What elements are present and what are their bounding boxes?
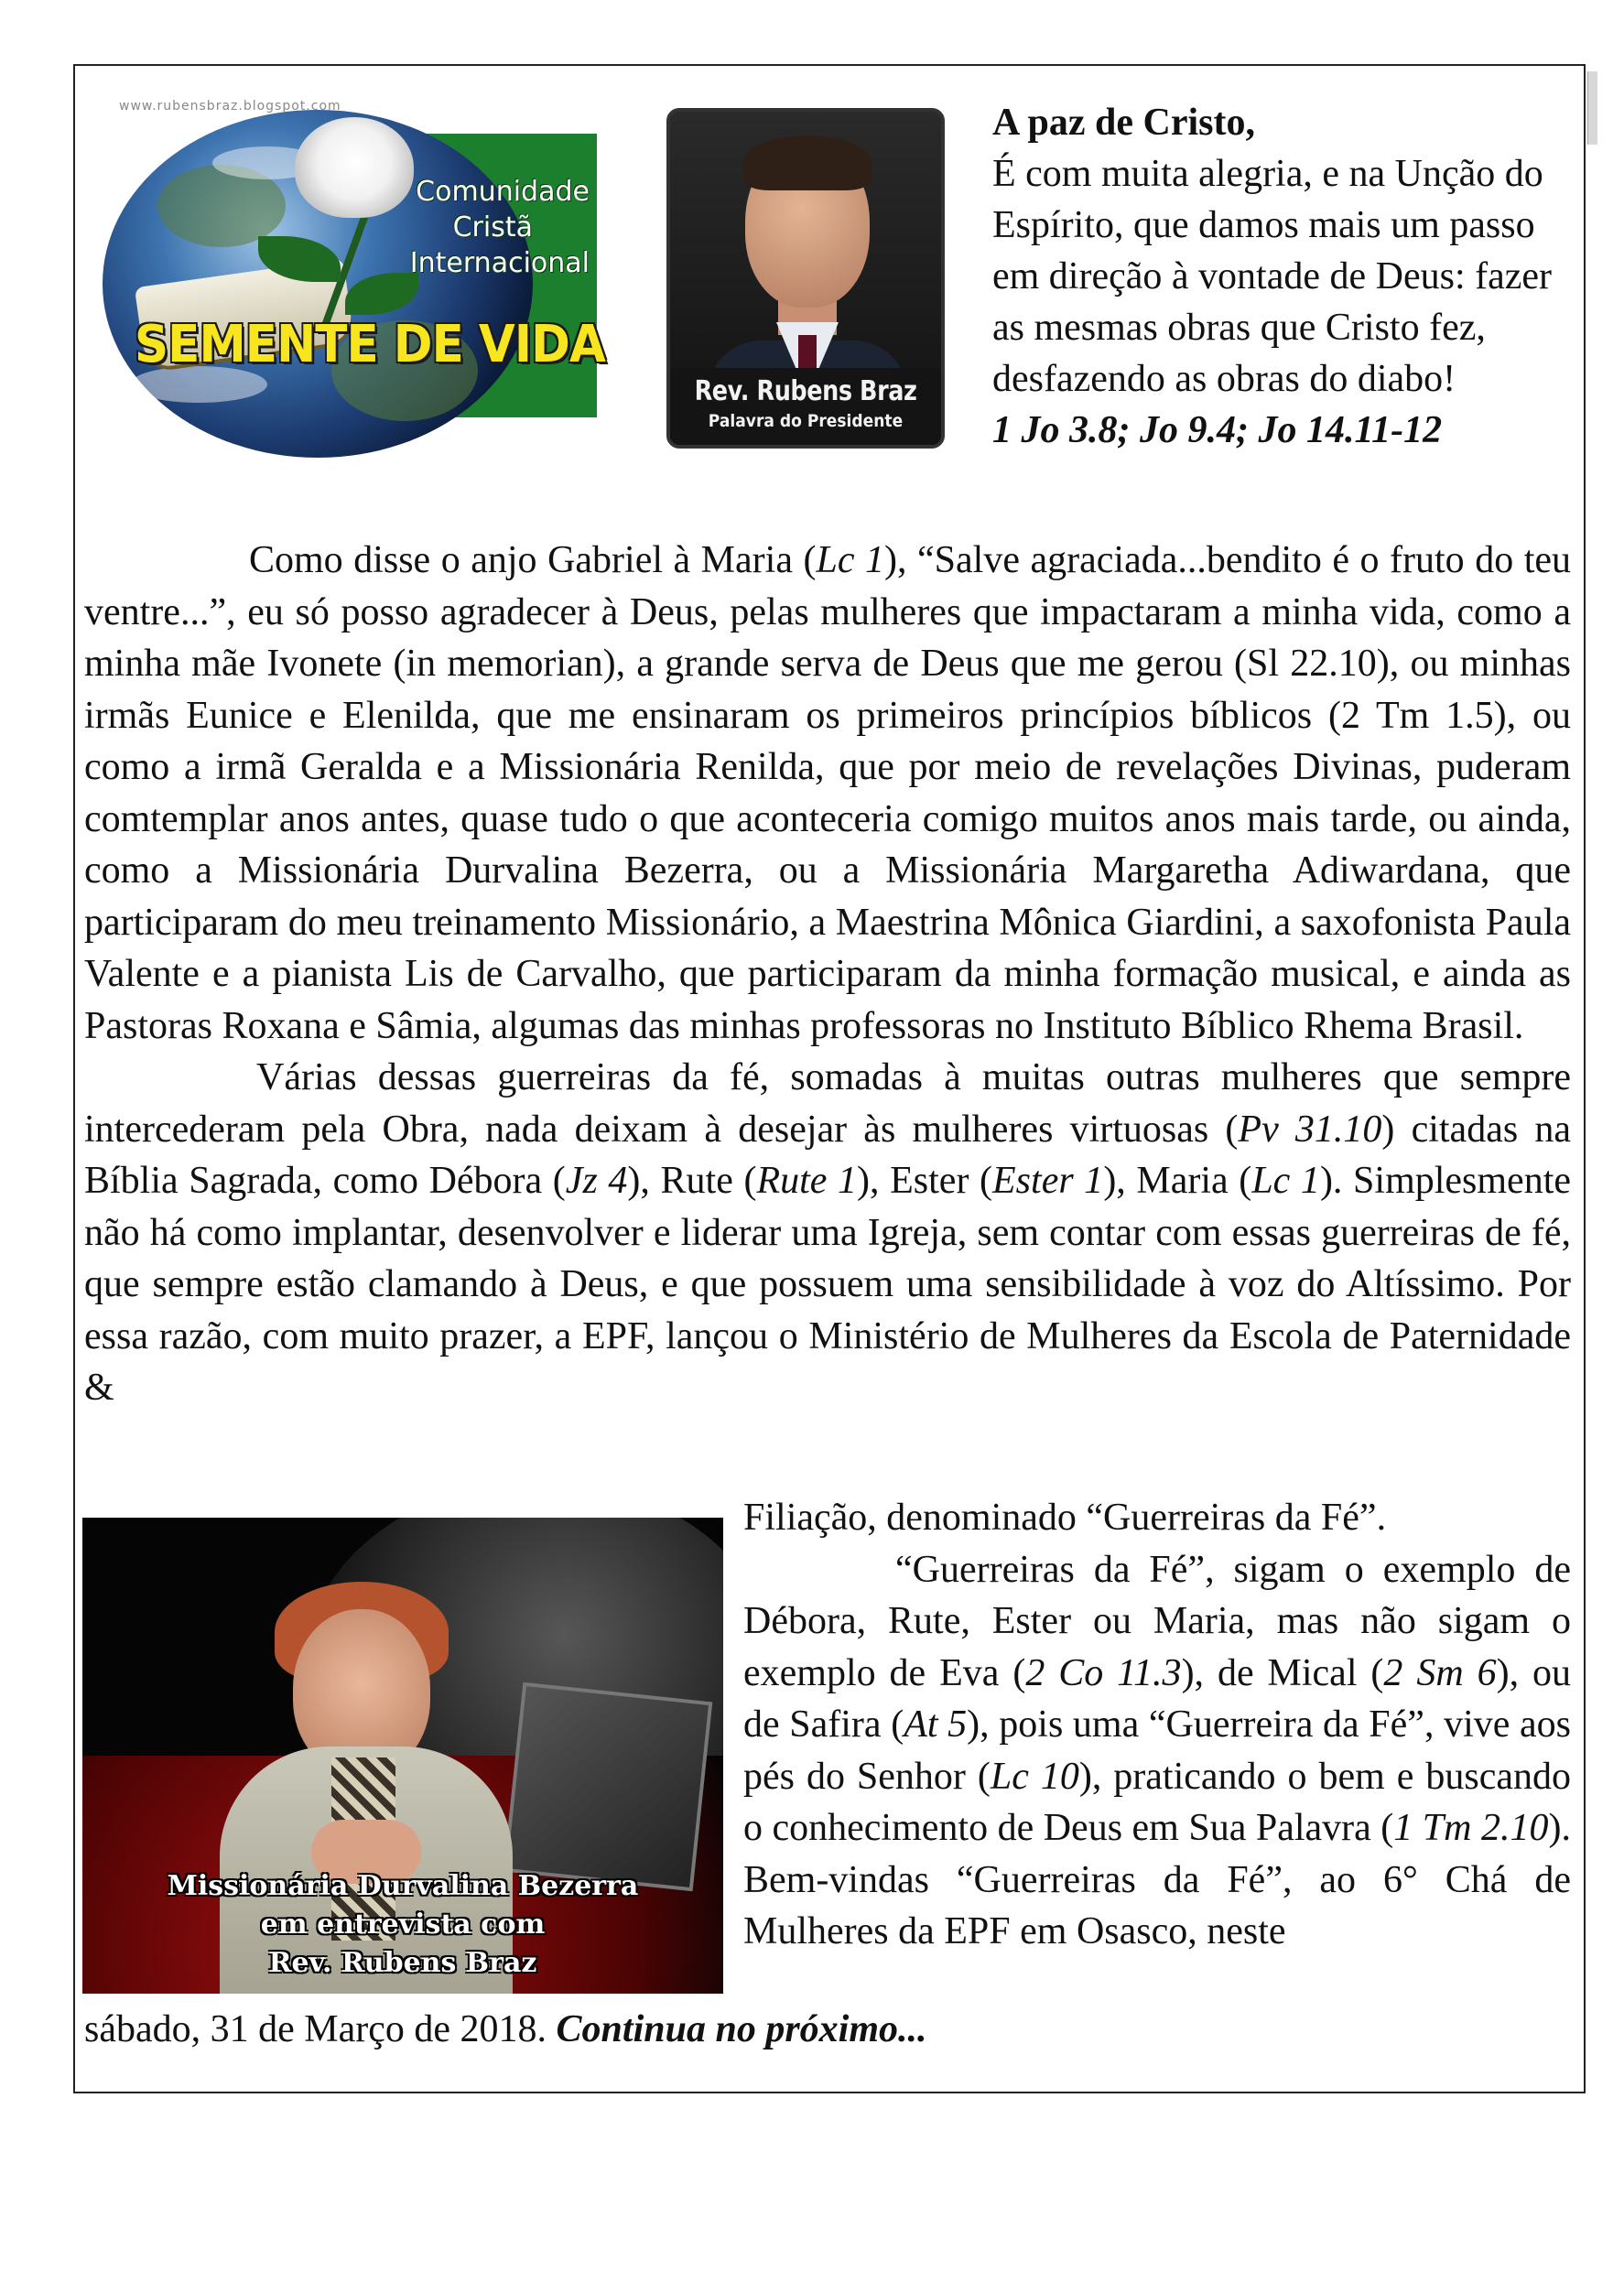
- interview-caption-line-3: Rev. Rubens Braz: [268, 1947, 537, 1979]
- logo-line-2: Cristã: [452, 211, 533, 243]
- interview-caption-line-1: Missionária Durvalina Bezerra: [167, 1870, 639, 1902]
- closing-date: sábado, 31 de Março de 2018.: [84, 2008, 547, 2050]
- greeting-block: [992, 97, 1578, 456]
- logo-url: www.rubensbraz.blogspot.com: [119, 99, 341, 114]
- logo-line-1: Comunidade: [416, 176, 590, 208]
- interview-caption-line-2: em entrevista com: [260, 1909, 546, 1941]
- wrapped-text: [743, 1492, 1571, 1958]
- continue-link: Continua no próximo...: [556, 2008, 927, 2050]
- greeting-title: A paz de Cristo,: [992, 102, 1255, 144]
- logo-title: SEMENTE DE VIDA: [135, 315, 605, 374]
- paragraph-2: Várias dessas guerreiras da fé, somadas à muitas outras mulheres que sempre intercederam pela Obra, nada deixam à desejar às mulheres virtuosas (Pv 31.10) citadas na Bíblia Sagrada, como Débora (Jz 4), Rute (Rute 1), Ester (Ester 1), Maria (Lc 1). Simplesmente não há como implantar, desenvolver e liderar uma Igreja, sem contar com essas guerreiras de fé, que sempre estão clamando à Deus, e que possuem uma sensibilidade à voz do Altíssimo. Por essa razão, com muito prazer, a EPF, lançou o Ministério de Mulheres da Escola de Paternidade &: [84, 1056, 1572, 1409]
- church-logo: [103, 99, 605, 456]
- article-body: [84, 535, 1571, 1414]
- pastor-caption: [670, 368, 941, 445]
- rose-icon: [295, 117, 414, 218]
- greeting-text: É com muita alegria, e na Unção do Espírito, que damos mais um passo em direção à vontade de Deus: fazer as mesmas obras que Cristo fez, desfazendo as obras do diabo!: [992, 153, 1553, 400]
- greeting-refs: 1 Jo 3.8; Jo 9.4; Jo 14.11-12: [992, 409, 1443, 451]
- pastor-photo: [666, 108, 945, 449]
- interview-caption: [82, 1867, 723, 1983]
- logo-line-3: Internacional: [409, 247, 590, 279]
- paragraph-1: Como disse o anjo Gabriel à Maria (Lc 1), “Salve agraciada...bendito é o fruto do teu ventre...”, eu só posso agradecer à Deus, pelas mulheres que impactaram a minha vida, como a minha mãe Ivonete (in memorian), a grande serva de Deus que me gerou (Sl 22.10), ou minhas irmãs Eunice e Elenilda, que me ensinaram os primeiros princípios bíblicos (2 Tm 1.5), ou como a irmã Geralda e a Missionária Renilda, que por meio de revelações Divinas, puderam comtemplar anos antes, quase tudo o que aconteceria comigo muitos anos mais tarde, ou ainda, como a Missionária Durvalina Bezerra, ou a Missionária Margaretha Adiwardana, que participaram do meu treinamento Missionário, a Maestrina Mônica Giardini, a saxofonista Paula Valente e a pianista Lis de Carvalho, que participaram da minha formação musical, e ainda as Pastoras Roxana e Sâmia, algumas das minhas professoras no Instituto Bíblico Rhema Brasil.: [84, 539, 1572, 1047]
- closing-line: [84, 2004, 1571, 2055]
- interview-photo: [82, 1518, 723, 1994]
- side-tab: [1587, 71, 1597, 145]
- paragraph-3: “Guerreiras da Fé”, sigam o exemplo de Débora, Rute, Ester ou Maria, mas não sigam o exemplo de Eva (2 Co 11.3), de Mical (2 Sm 6), ou de Safira (At 5), pois uma “Guerreira da Fé”, vive aos pés do Senhor (Lc 10), praticando o bem e buscando o conhecimento de Deus em Sua Palavra (1 Tm 2.10). Bem-vindas “Guerreiras da Fé”, ao 6° Chá de Mulheres da EPF em Osasco, neste: [743, 1548, 1572, 1952]
- pastor-subtitle: Palavra do Presidente: [708, 411, 904, 431]
- paragraph-2-end: Filiação, denominado “Guerreiras da Fé”.: [743, 1497, 1387, 1539]
- pastor-name: Rev. Rubens Braz: [694, 375, 917, 407]
